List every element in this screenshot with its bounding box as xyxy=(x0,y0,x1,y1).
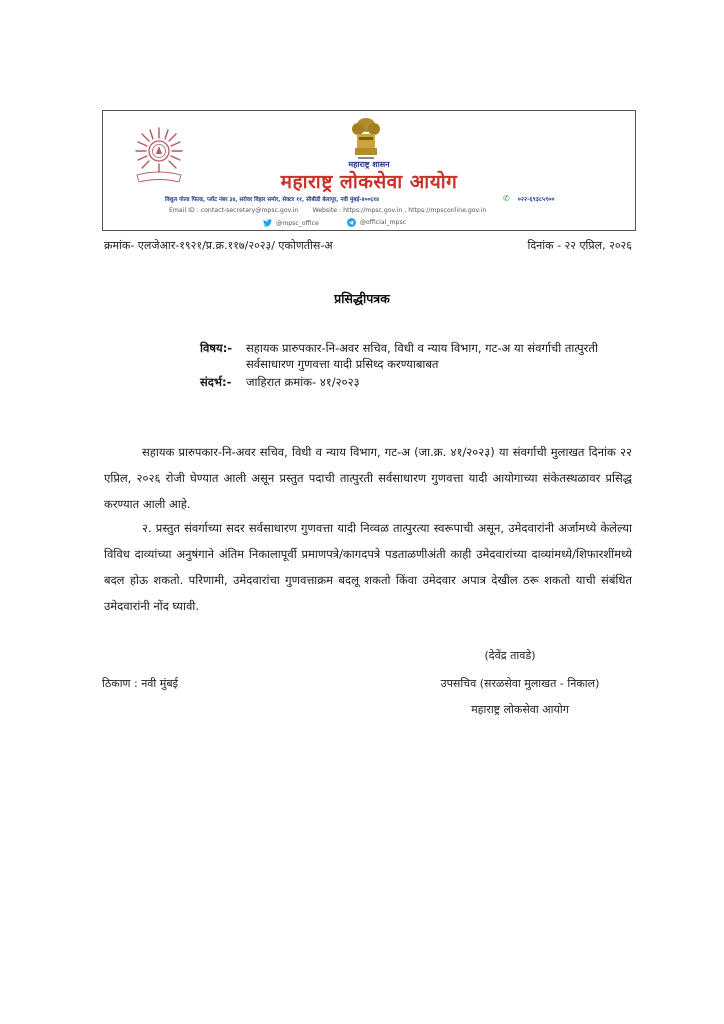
twitter-link[interactable] xyxy=(263,219,319,227)
twitter-icon xyxy=(263,219,272,227)
national-emblem-icon xyxy=(346,115,386,163)
letterhead xyxy=(102,110,636,231)
email-link[interactable]: Email ID : contact-secretary@mpsc.gov.in xyxy=(169,207,299,214)
phone-number xyxy=(503,194,555,203)
government-label: महाराष्ट्र शासन xyxy=(348,160,390,169)
reference-text: जाहिरात क्रमांक- ४१/२०२३ xyxy=(246,375,360,389)
paragraph-2: २. प्रस्तुत संवर्गाच्या सदर सर्वसाधारण गुणवत्ता यादी निव्वळ तात्पुरत्या स्वरूपाची असून, उमेदवारांनी अर्जामध्ये केलेल्या विविध दाव्यांच्या अनुषंगाने अंतिम निकालापूर्वी प्रमाणपत्रे/कागदपत्रे पडताळणीअंती काही उमेदवारांच्या दाव्यांमध्ये/शिफारशींमध्ये बदल होऊ शकतो. परिणामी, उमेदवारांचा गुणवत्ताक्रम बदलू शकतो किंवा उमेदवार अपात्र देखील ठरू शकतो याची संबंधित उमेदवारांनी नोंद घ्यावी. xyxy=(104,520,632,613)
reference-date: दिनांक - २२ एप्रिल, २०२६ xyxy=(527,239,632,252)
reference-label: संदर्भ:- xyxy=(200,375,232,389)
phone-text: ०२२-६९३८५९०० xyxy=(517,196,555,203)
social-links xyxy=(263,218,432,229)
subject-label: विषय:- xyxy=(200,341,233,355)
subject-row xyxy=(200,340,640,372)
paragraph-1: सहायक प्रारुपकार-नि-अवर सचिव, विधी व न्याय विभाग, गट-अ (जा.क्र. ४१/२०२३) या संवर्गाची मुलाखत दिनांक २२ एप्रिल, २०२६ रोजी घेण्यात आली असून प्रस्तुत पदाची तात्पुरती सर्वसाधारण गुणवत्ता यादी आयोगाच्या संकेतस्थळावर प्रसिद्ध करण्यात आली आहे. xyxy=(104,444,632,511)
address: विशुल गोल्ड फिल्ड, प्लॉट नंबर ३४, सरोवर विहार समोर, सेक्टर ११, सीबीडी बेलापूर, नवी मुंबई-४००६१४ xyxy=(165,197,380,203)
reference-line xyxy=(200,374,640,390)
twitter-handle: @mpsc_office xyxy=(276,219,319,227)
place: ठिकाण : नवी मुंबई xyxy=(102,677,179,690)
subject-text: सहायक प्रारुपकार-नि-अवर सचिव, विधी व न्याय विभाग, गट-अ या संवर्गाची तात्पुरती सर्वसाधारण गुणवत्ता यादी प्रसिध्द करण्याबाबत xyxy=(246,341,598,371)
reference-number: क्रमांक- एलजेआर-१९२१/प्र.क्र.११७/२०२३/ एकोणतीस-अ xyxy=(104,239,333,252)
signatory-designation: उपसचिव (सरळसेवा मुलाखत - निकाल) xyxy=(440,677,600,690)
website-link[interactable]: Website : https://mpsc.gov.in , https://mpsconline.gov.in xyxy=(312,207,487,214)
subject-block xyxy=(200,340,640,390)
telegram-handle: @official_mpsc xyxy=(359,219,407,226)
signatory-name: (देवेंद्र तावडे) xyxy=(484,649,536,662)
signatory-organization: महाराष्ट्र लोकसेवा आयोग xyxy=(471,703,569,716)
telegram-link[interactable] xyxy=(347,218,406,227)
organization-title: महाराष्ट्र लोकसेवा आयोग xyxy=(280,171,458,193)
contact-line xyxy=(169,207,486,214)
phone-icon: ✆ xyxy=(503,194,510,203)
telegram-icon xyxy=(347,218,356,227)
document-title: प्रसिद्धीपत्रक xyxy=(334,291,390,306)
